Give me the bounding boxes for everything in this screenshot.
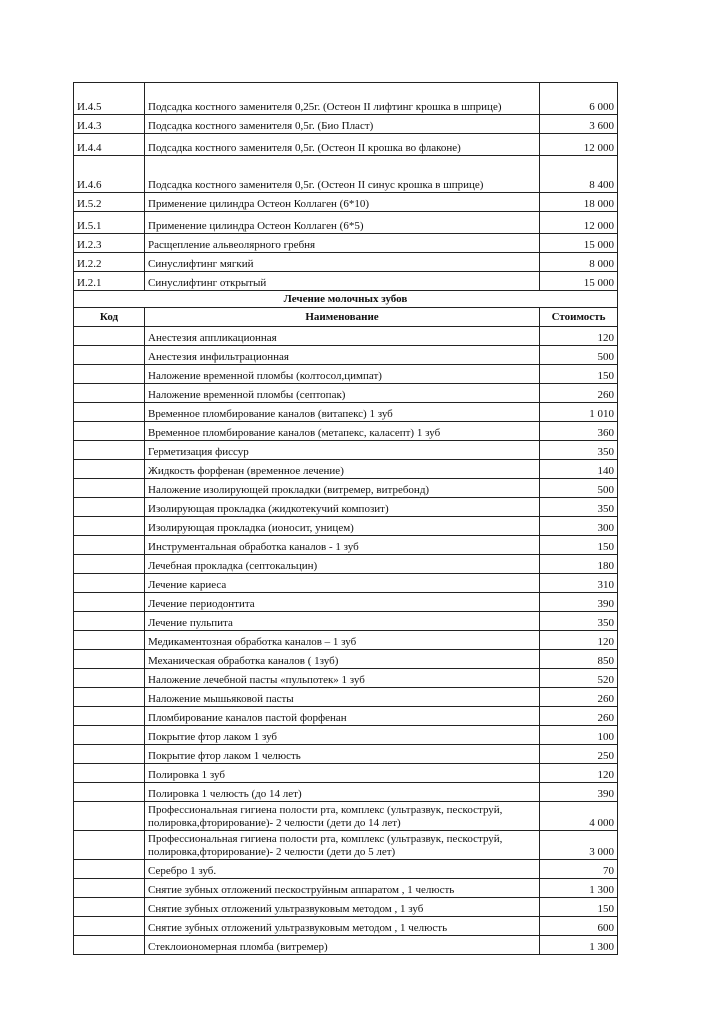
service-code <box>74 879 145 898</box>
service-name: Анестезия аппликационная <box>145 327 540 346</box>
service-price: 3 000 <box>540 831 618 860</box>
service-name: Лечение пульпита <box>145 612 540 631</box>
service-name: Применение цилиндра Остеон Коллаген (6*5) <box>145 212 540 234</box>
service-code <box>74 384 145 403</box>
service-price: 120 <box>540 327 618 346</box>
table-row <box>74 234 618 253</box>
service-name: Наложение временной пломбы (колтосол,цимпат) <box>145 365 540 384</box>
service-name: Лечение периодонтита <box>145 593 540 612</box>
service-code <box>74 831 145 860</box>
table-row <box>74 536 618 555</box>
service-price: 8 000 <box>540 253 618 272</box>
service-name: Временное пломбирование каналов (метапекс, каласепт) 1 зуб <box>145 422 540 441</box>
service-code <box>74 536 145 555</box>
service-name: Лечение кариеса <box>145 574 540 593</box>
service-price: 15 000 <box>540 272 618 291</box>
service-price: 18 000 <box>540 193 618 212</box>
service-code <box>74 460 145 479</box>
service-code <box>74 688 145 707</box>
service-name: Подсадка костного заменителя 0,25г. (Остеон II лифтинг крошка в шприце) <box>145 83 540 115</box>
service-code <box>74 574 145 593</box>
table-row <box>74 650 618 669</box>
header-code: Код <box>74 308 145 327</box>
service-code <box>74 631 145 650</box>
table-row <box>74 365 618 384</box>
service-price: 1 300 <box>540 936 618 955</box>
service-code <box>74 745 145 764</box>
table-row <box>74 612 618 631</box>
table-row <box>74 802 618 831</box>
service-name: Покрытие фтор лаком 1 челюсть <box>145 745 540 764</box>
service-price: 850 <box>540 650 618 669</box>
table-row <box>74 498 618 517</box>
service-code <box>74 517 145 536</box>
service-code: И.4.5 <box>74 83 145 115</box>
main-rows <box>74 327 618 955</box>
table-row <box>74 745 618 764</box>
service-name: Снятие зубных отложений ультразвуковым методом , 1 челюсть <box>145 917 540 936</box>
service-price: 1 300 <box>540 879 618 898</box>
service-code <box>74 422 145 441</box>
service-price: 500 <box>540 479 618 498</box>
service-name: Полировка 1 зуб <box>145 764 540 783</box>
service-price: 150 <box>540 536 618 555</box>
service-price: 150 <box>540 365 618 384</box>
table-row <box>74 193 618 212</box>
service-code <box>74 346 145 365</box>
service-price: 120 <box>540 631 618 650</box>
table-row <box>74 898 618 917</box>
table-row <box>74 688 618 707</box>
service-code: И.2.2 <box>74 253 145 272</box>
service-name: Изолирующая прокладка (жидкотекучий композит) <box>145 498 540 517</box>
table-row <box>74 593 618 612</box>
service-code <box>74 650 145 669</box>
service-price: 12 000 <box>540 134 618 156</box>
service-code <box>74 498 145 517</box>
service-name: Подсадка костного заменителя 0,5г. (Био Пласт) <box>145 115 540 134</box>
table-row <box>74 460 618 479</box>
service-code: И.2.3 <box>74 234 145 253</box>
service-price: 4 000 <box>540 802 618 831</box>
table-row <box>74 272 618 291</box>
table-header <box>74 308 618 327</box>
service-name: Наложение изолирующей прокладки (витремер, витребонд) <box>145 479 540 498</box>
service-code <box>74 898 145 917</box>
service-name: Изолирующая прокладка (ионосит, уницем) <box>145 517 540 536</box>
table-row <box>74 936 618 955</box>
service-name: Наложение мышьяковой пасты <box>145 688 540 707</box>
service-name: Наложение лечебной пасты «пульпотек» 1 зуб <box>145 669 540 688</box>
service-price: 12 000 <box>540 212 618 234</box>
service-name: Профессиональная гигиена полости рта, комплекс (ультразвук, пескоструй, полировка,фторирование)- 2 челюсти (дети до 5 лет) <box>145 831 540 860</box>
service-price: 260 <box>540 707 618 726</box>
service-price: 390 <box>540 593 618 612</box>
table-row <box>74 831 618 860</box>
service-code <box>74 802 145 831</box>
service-code <box>74 479 145 498</box>
service-price: 300 <box>540 517 618 536</box>
table-row <box>74 384 618 403</box>
service-price: 100 <box>540 726 618 745</box>
service-code <box>74 917 145 936</box>
service-code <box>74 783 145 802</box>
service-price: 70 <box>540 860 618 879</box>
service-name: Снятие зубных отложений ультразвуковым методом , 1 зуб <box>145 898 540 917</box>
table-row <box>74 669 618 688</box>
service-code: И.2.1 <box>74 272 145 291</box>
service-name: Лечебная прокладка (септокальцин) <box>145 555 540 574</box>
service-name: Подсадка костного заменителя 0,5г. (Остеон II синус крошка в шприце) <box>145 156 540 193</box>
section-row <box>74 291 618 308</box>
service-code: И.5.1 <box>74 212 145 234</box>
service-price: 260 <box>540 384 618 403</box>
table-row <box>74 764 618 783</box>
table-row <box>74 860 618 879</box>
service-price: 140 <box>540 460 618 479</box>
service-code <box>74 441 145 460</box>
service-code <box>74 860 145 879</box>
table-row <box>74 253 618 272</box>
table-row <box>74 346 618 365</box>
service-name: Снятие зубных отложений пескоструйным аппаратом , 1 челюсть <box>145 879 540 898</box>
service-name: Инструментальная обработка каналов - 1 зуб <box>145 536 540 555</box>
service-price: 120 <box>540 764 618 783</box>
table-row <box>74 879 618 898</box>
header-name: Наименование <box>145 308 540 327</box>
table-row <box>74 707 618 726</box>
service-name: Герметизация фиссур <box>145 441 540 460</box>
table-row <box>74 574 618 593</box>
service-code <box>74 612 145 631</box>
service-price: 350 <box>540 441 618 460</box>
service-code <box>74 764 145 783</box>
service-price: 390 <box>540 783 618 802</box>
header-price: Стоимость <box>540 308 618 327</box>
service-code: И.4.4 <box>74 134 145 156</box>
table-row <box>74 134 618 156</box>
section-title: Лечение молочных зубов <box>74 291 618 308</box>
service-price: 8 400 <box>540 156 618 193</box>
service-name: Временное пломбирование каналов (витапекс) 1 зуб <box>145 403 540 422</box>
service-name: Анестезия инфильтрационная <box>145 346 540 365</box>
service-price: 350 <box>540 612 618 631</box>
service-name: Механическая обработка каналов ( 1зуб) <box>145 650 540 669</box>
service-name: Профессиональная гигиена полости рта, комплекс (ультразвук, пескоструй, полировка,фторирование)- 2 челюсти (дети до 14 лет) <box>145 802 540 831</box>
service-name: Стеклоиономерная пломба (витремер) <box>145 936 540 955</box>
service-code <box>74 669 145 688</box>
service-name: Медикаментозная обработка каналов – 1 зуб <box>145 631 540 650</box>
service-price: 600 <box>540 917 618 936</box>
table-row <box>74 403 618 422</box>
service-code <box>74 707 145 726</box>
service-price: 310 <box>540 574 618 593</box>
service-code <box>74 936 145 955</box>
service-code <box>74 726 145 745</box>
table-row <box>74 422 618 441</box>
service-code <box>74 403 145 422</box>
service-price: 520 <box>540 669 618 688</box>
table-row <box>74 783 618 802</box>
table-row <box>74 726 618 745</box>
table-row <box>74 517 618 536</box>
service-name: Полировка 1 челюсть (до 14 лет) <box>145 783 540 802</box>
service-code <box>74 365 145 384</box>
service-code <box>74 593 145 612</box>
service-price: 250 <box>540 745 618 764</box>
service-price: 350 <box>540 498 618 517</box>
service-price: 3 600 <box>540 115 618 134</box>
price-table <box>73 82 618 955</box>
service-code <box>74 327 145 346</box>
service-name: Применение цилиндра Остеон Коллаген (6*10) <box>145 193 540 212</box>
service-name: Серебро 1 зуб. <box>145 860 540 879</box>
service-name: Покрытие фтор лаком 1 зуб <box>145 726 540 745</box>
service-name: Наложение временной пломбы (септопак) <box>145 384 540 403</box>
service-price: 260 <box>540 688 618 707</box>
service-price: 360 <box>540 422 618 441</box>
service-code <box>74 555 145 574</box>
table-row <box>74 479 618 498</box>
service-name: Жидкость форфенан (временное лечение) <box>145 460 540 479</box>
service-price: 150 <box>540 898 618 917</box>
service-name: Расщепление альвеолярного гребня <box>145 234 540 253</box>
service-name: Пломбирование каналов пастой форфенан <box>145 707 540 726</box>
service-price: 180 <box>540 555 618 574</box>
table-row <box>74 631 618 650</box>
table-row <box>74 115 618 134</box>
service-name: Подсадка костного заменителя 0,5г. (Остеон II крошка во флаконе) <box>145 134 540 156</box>
table-row <box>74 555 618 574</box>
service-price: 15 000 <box>540 234 618 253</box>
service-code: И.4.6 <box>74 156 145 193</box>
service-code: И.5.2 <box>74 193 145 212</box>
table-row <box>74 441 618 460</box>
table-row <box>74 917 618 936</box>
table-row <box>74 156 618 193</box>
service-price: 500 <box>540 346 618 365</box>
service-price: 6 000 <box>540 83 618 115</box>
service-code: И.4.3 <box>74 115 145 134</box>
service-name: Синуслифтинг мягкий <box>145 253 540 272</box>
service-name: Синуслифтинг открытый <box>145 272 540 291</box>
price-list-sheet <box>73 82 617 955</box>
service-price: 1 010 <box>540 403 618 422</box>
table-row <box>74 327 618 346</box>
table-row <box>74 83 618 115</box>
table-row <box>74 212 618 234</box>
